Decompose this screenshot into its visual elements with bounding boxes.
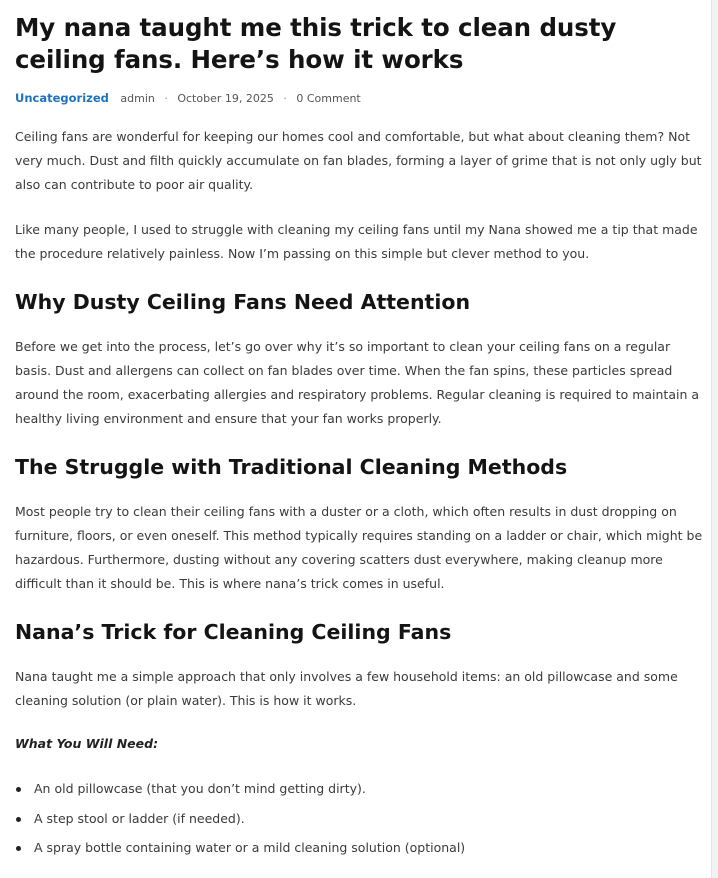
list-item <box>15 838 705 868</box>
needs-list <box>15 779 705 868</box>
author-link[interactable]: admin <box>120 92 155 105</box>
heading-struggle: The Struggle with Traditional Cleaning Methods <box>15 455 568 479</box>
heading-why-attention: Why Dusty Ceiling Fans Need Attention <box>15 290 471 314</box>
list-item-text: A step stool or ladder (if needed). <box>34 810 245 826</box>
post-meta <box>15 91 705 106</box>
meta-separator: · <box>164 92 168 105</box>
list-item <box>15 779 705 809</box>
post-date[interactable]: October 19, 2025 <box>177 92 274 105</box>
what-you-need-label: What You Will Need: <box>15 736 159 751</box>
bullet-dot <box>16 817 21 822</box>
list-item-text: An old pillowcase (that you don’t mind getting dirty). <box>34 781 366 796</box>
intro-paragraph-2: Like many people, I used to struggle with cleaning my ceiling fans until my Nana showed me a tip that made the procedure relatively painless. Now I’m passing on this simple but clever method to you. <box>15 222 698 261</box>
trick-paragraph: Nana taught me a simple approach that only involves a few household items: an old pillowcase and some cleaning solution (or plain water). This is how it works. <box>15 669 678 708</box>
comments-link[interactable]: 0 Comment <box>296 92 361 105</box>
bullet-dot <box>16 787 21 792</box>
why-paragraph: Before we get into the process, let’s go over why it’s so important to clean your ceiling fans on a regular basis. Dust and allergens can collect on fan blades over time. When the fan spins, these particles spread around the room, exacerbating allergies and respiratory problems. Regular cleaning is required to maintain a healthy living environment and ensure that your fan works properly. <box>15 339 700 426</box>
list-item-text: A spray bottle containing water or a mild cleaning solution (optional) <box>34 840 466 855</box>
scrollbar[interactable] <box>711 0 718 878</box>
bullet-dot <box>16 846 21 851</box>
article <box>15 0 705 868</box>
category-link[interactable]: Uncategorized <box>15 91 109 105</box>
post-title: My nana taught me this trick to clean dusty ceiling fans. Here’s how it works <box>15 13 617 74</box>
heading-nanas-trick: Nana’s Trick for Cleaning Ceiling Fans <box>15 620 452 644</box>
struggle-paragraph: Most people try to clean their ceiling fans with a duster or a cloth, which often results in dust dropping on furniture, floors, or even oneself. This method typically requires standing on a ladder or chair, which might be hazardous. Furthermore, dusting without any covering scatters dust everywhere, making cleanup more difficult than it should be. This is where nana’s trick comes in useful. <box>15 504 703 591</box>
intro-paragraph-1: Ceiling fans are wonderful for keeping our homes cool and comfortable, but what about cleaning them? Not very much. Dust and filth quickly accumulate on fan blades, forming a layer of grime that is not only ugly but also can contribute to poor air quality. <box>15 129 702 192</box>
meta-separator: · <box>283 92 287 105</box>
list-item <box>15 809 705 839</box>
